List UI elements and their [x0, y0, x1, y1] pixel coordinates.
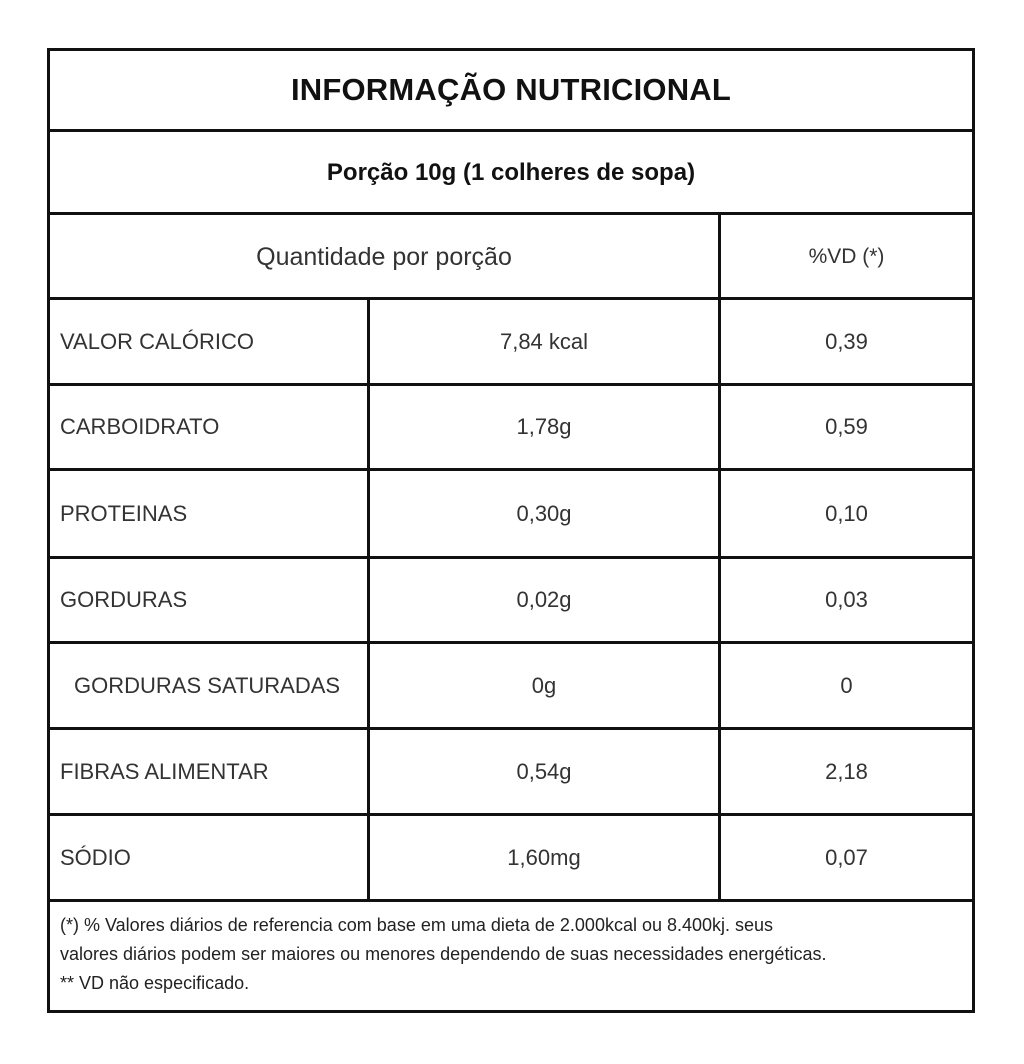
footnote — [60, 911, 964, 998]
nutrition-table — [47, 48, 975, 1013]
nutrient-vd: 0 — [840, 672, 853, 698]
vd-header: %VD (*) — [808, 245, 885, 268]
nutrient-name: FIBRAS ALIMENTAR — [60, 758, 269, 784]
nutrient-name: CARBOIDRATO — [60, 414, 220, 439]
nutrient-name: GORDURAS — [60, 587, 188, 612]
nutrient-amount: 0,54g — [516, 758, 572, 784]
portion-size: Porção 10g (1 colheres de sopa) — [326, 159, 696, 186]
nutrient-amount: 1,60mg — [507, 844, 581, 870]
footnote-line: valores diários podem ser maiores ou menores dependendo de suas necessidades energéticas. — [60, 944, 827, 964]
nutrient-vd: 0,59 — [825, 414, 868, 439]
nutrient-vd: 0,39 — [825, 328, 868, 354]
nutrient-vd: 0,10 — [825, 500, 868, 526]
nutrient-vd: 0,07 — [825, 844, 868, 870]
nutrient-amount: 0,30g — [516, 500, 572, 526]
nutrient-vd: 2,18 — [825, 758, 868, 784]
nutrient-name: VALOR CALÓRICO — [60, 328, 254, 354]
nutrient-vd: 0,03 — [825, 587, 868, 612]
nutrient-amount: 1,78g — [516, 414, 572, 439]
nutrient-amount: 0,02g — [516, 587, 572, 612]
footnote-line: (*) % Valores diários de referencia com base em uma dieta de 2.000kcal ou 8.400kj. seus — [60, 915, 774, 935]
quantity-header: Quantidade por porção — [256, 242, 512, 271]
nutrient-amount: 0g — [531, 672, 557, 698]
nutrient-name: SÓDIO — [60, 844, 131, 870]
nutrient-name: PROTEINAS — [60, 500, 188, 526]
nutrient-name: GORDURAS SATURADAS — [74, 672, 341, 698]
nutrient-amount: 7,84 kcal — [499, 328, 589, 354]
footnote-line: ** VD não especificado. — [60, 973, 250, 993]
table-title: INFORMAÇÃO NUTRICIONAL — [290, 72, 732, 107]
divider — [50, 899, 972, 902]
